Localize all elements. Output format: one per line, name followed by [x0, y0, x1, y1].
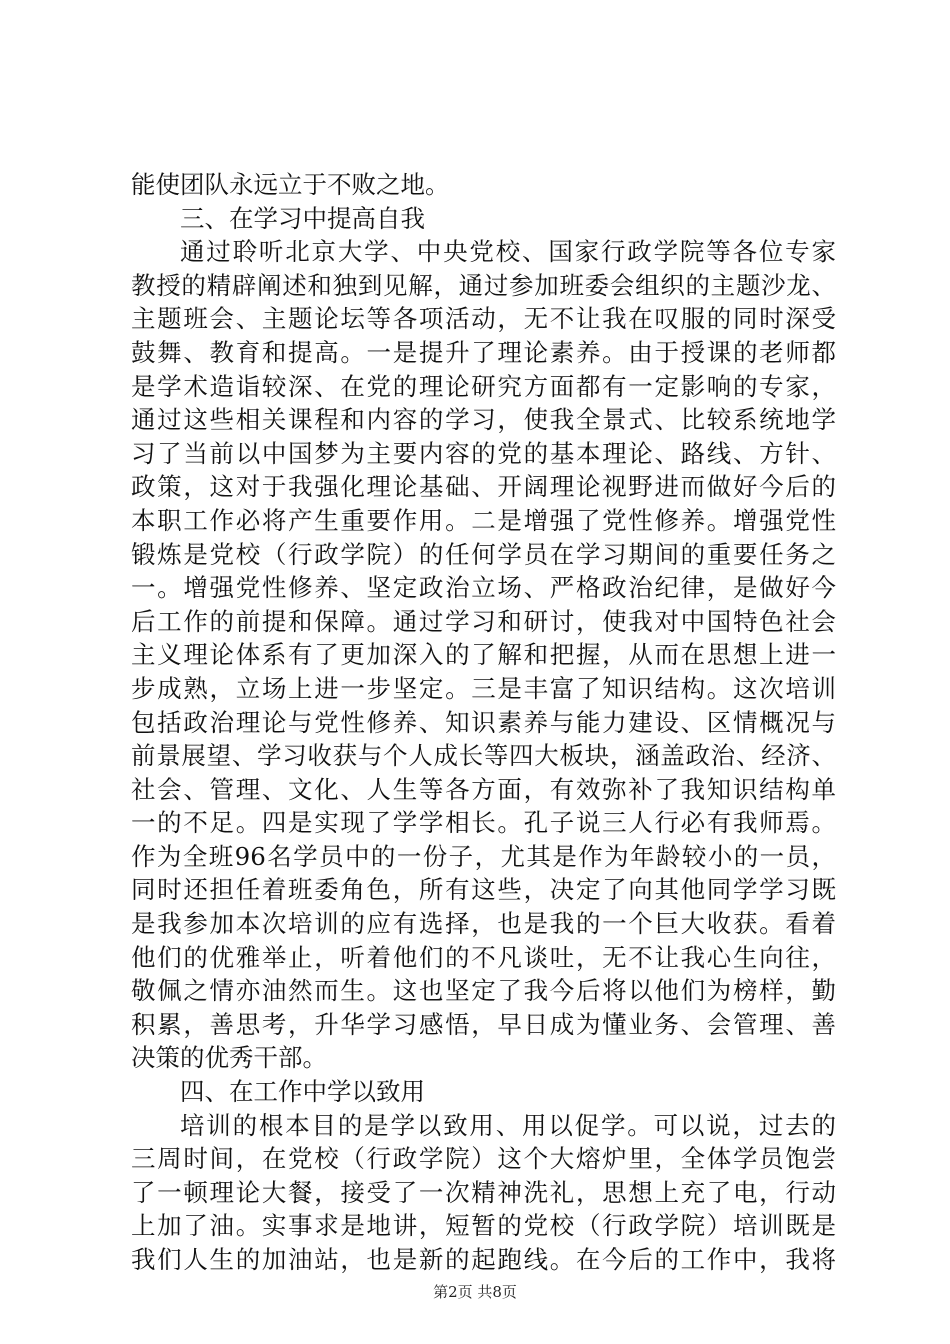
- paragraph-line: 培训的根本目的是学以致用、用以促学。可以说，过去的: [180, 1110, 836, 1140]
- section-heading: 四、在工作中学以致用: [180, 1077, 425, 1107]
- paragraph-line: 本职工作必将产生重要作用。二是增强了党性修养。增强党性: [131, 505, 836, 535]
- section-heading: 三、在学习中提高自我: [180, 203, 425, 233]
- paragraph-line: 积累，善思考，升华学习感悟，早日成为懂业务、会管理、善: [131, 1009, 836, 1039]
- paragraph-line: 后工作的前提和保障。通过学习和研讨，使我对中国特色社会: [131, 606, 836, 636]
- paragraph-line: 同时还担任着班委角色，所有这些，决定了向其他同学学习既: [131, 875, 836, 905]
- paragraph-line: 决策的优秀干部。: [131, 1043, 327, 1073]
- paragraph-line: 包括政治理论与党性修养、知识素养与能力建设、区情概况与: [131, 707, 836, 737]
- paragraph-line: 主题班会、主题论坛等各项活动，无不让我在叹服的同时深受: [131, 304, 836, 334]
- paragraph-line: 了一顿理论大餐，接受了一次精神洗礼，思想上充了电，行动: [131, 1177, 836, 1207]
- paragraph-line: 主义理论体系有了更加深入的了解和把握，从而在思想上进一: [131, 640, 836, 670]
- paragraph-line: 敬佩之情亦油然而生。这也坚定了我今后将以他们为榜样，勤: [131, 976, 836, 1006]
- paragraph-line: 是我参加本次培训的应有选择，也是我的一个巨大收获。看着: [131, 909, 836, 939]
- paragraph-line: 三周时间，在党校（行政学院）这个大熔炉里，全体学员饱尝: [131, 1144, 836, 1174]
- document-body: [131, 168, 836, 1277]
- paragraph-line: 社会、管理、文化、人生等各方面，有效弥补了我知识结构单: [131, 774, 836, 804]
- paragraph-line: 政策，这对于我强化理论基础、开阔理论视野进而做好今后的: [131, 472, 836, 502]
- paragraph-line: 通过聆听北京大学、中央党校、国家行政学院等各位专家: [180, 237, 836, 267]
- paragraph-line: 是学术造诣较深、在党的理论研究方面都有一定影响的专家，: [131, 371, 836, 401]
- page-footer: [0, 1282, 950, 1302]
- page-number: 第2页: [433, 1283, 473, 1301]
- paragraph-line: 作为全班96名学员中的一份子，尤其是作为年龄较小的一员，: [131, 841, 836, 871]
- paragraph-line: 一。增强党性修养、坚定政治立场、严格政治纪律，是做好今: [131, 573, 836, 603]
- paragraph-line: 一的不足。四是实现了学学相长。孔子说三人行必有我师焉。: [131, 808, 836, 838]
- paragraph-line: 鼓舞、教育和提高。一是提升了理论素养。由于授课的老师都: [131, 337, 836, 367]
- page-total: 共8页: [477, 1283, 517, 1301]
- paragraph-line: 我们人生的加油站，也是新的起跑线。在今后的工作中，我将: [131, 1245, 836, 1274]
- paragraph-line: 习了当前以中国梦为主要内容的党的基本理论、路线、方针、: [131, 438, 836, 468]
- paragraph-line: 步成熟，立场上进一步坚定。三是丰富了知识结构。这次培训: [131, 673, 836, 703]
- paragraph-line: 能使团队永远立于不败之地。: [131, 170, 450, 199]
- paragraph-line: 教授的精辟阐述和独到见解，通过参加班委会组织的主题沙龙、: [131, 270, 836, 300]
- paragraph-line: 锻炼是党校（行政学院）的任何学员在学习期间的重要任务之: [131, 539, 836, 569]
- paragraph-line: 前景展望、学习收获与个人成长等四大板块，涵盖政治、经济、: [131, 741, 836, 771]
- paragraph-line: 他们的优雅举止，听着他们的不凡谈吐，无不让我心生向往，: [131, 942, 836, 972]
- paragraph-line: 上加了油。实事求是地讲，短暂的党校（行政学院）培训既是: [131, 1211, 836, 1241]
- paragraph-line: 通过这些相关课程和内容的学习，使我全景式、比较系统地学: [131, 405, 836, 435]
